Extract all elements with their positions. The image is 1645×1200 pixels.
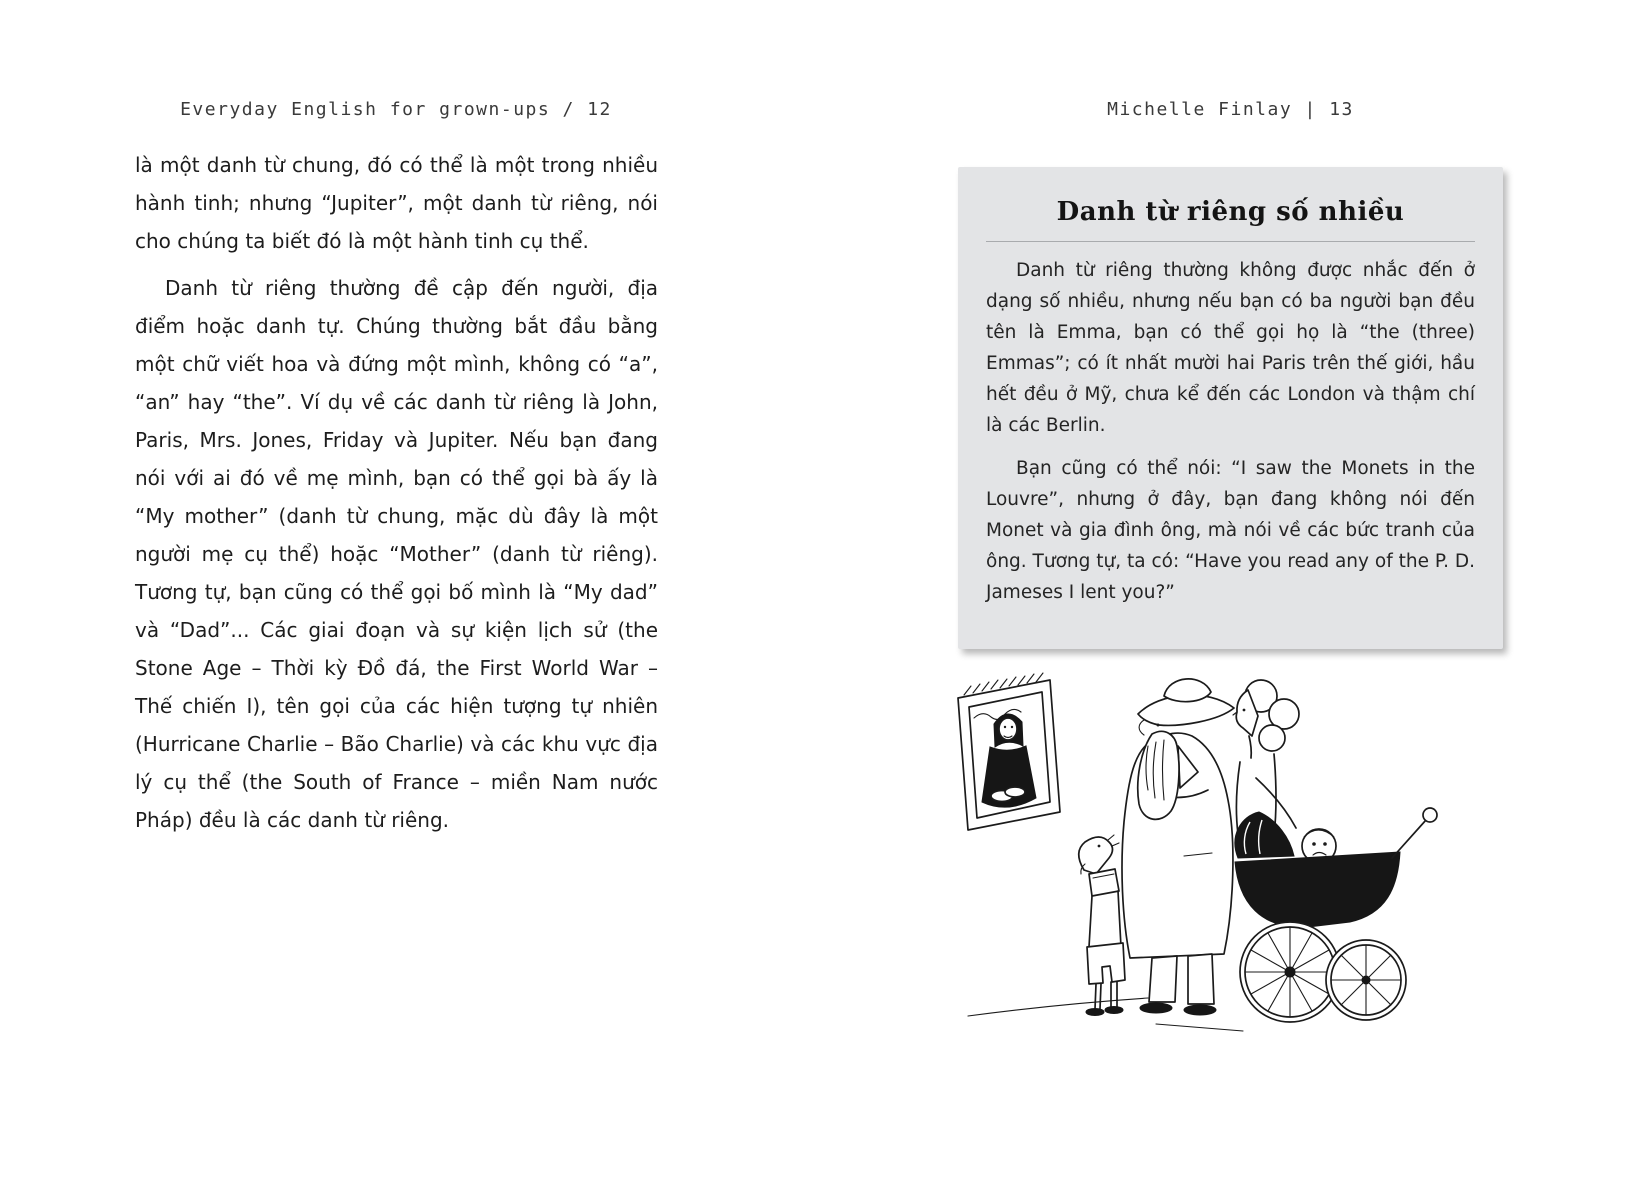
right-page-running-head: Michelle Finlay | 13 xyxy=(1107,99,1354,120)
pram-with-baby xyxy=(1235,808,1437,940)
bearded-man-figure xyxy=(1122,679,1234,1015)
callout-box-rule xyxy=(986,241,1475,242)
floor-line-2 xyxy=(1156,1024,1243,1031)
floor-line xyxy=(968,998,1148,1016)
callout-box-body xyxy=(986,255,1475,608)
paragraph: Danh từ riêng thường đề cập đến người, địa điểm hoặc danh tự. Chúng thường bắt đầu bằng một chữ viết hoa và đứng một mình, không có “a”, “an” hay “the”. Ví dụ về các danh từ riêng là John, Paris, Mrs. Jones, Friday và Jupiter. Nếu bạn đang nói với ai đó về mẹ mình, bạn có thể gọi bà ấy là “My mother” (danh từ chung, mặc dù đây là một người mẹ cụ thể) hoặc “Mother” (danh từ riêng). Tương tự, bạn cũng có thể gọi bố mình là “My dad” và “Dad”... Các giai đoạn và sự kiện lịch sử (the Stone Age – Thời kỳ Đồ đá, the First World War – Thế chiến I), tên gọi của các hiện tượng tự nhiên (Hurricane Charlie – Bão Charlie) và các khu vực địa lý cụ thể (the South of France – miền Nam nước Pháp) đều là các danh từ riêng. xyxy=(135,276,658,832)
paragraph: Bạn cũng có thể nói: “I saw the Monets in the Louvre”, nhưng ở đây, bạn đang không nói đến Monet và gia đình ông, mà nói về các bức tranh của ông. Tương tự, ta có: “Have you read any of the P. D. Jameses I lent you?” xyxy=(986,458,1475,603)
mona-lisa-family-pram-drawing xyxy=(938,650,1440,1040)
callout-box xyxy=(958,167,1503,649)
paragraph: là một danh từ chung, đó có thể là một trong nhiều hành tinh; nhưng “Jupiter”, một danh từ riêng, nói cho chúng ta biết đó là một hành tinh cụ thể. xyxy=(135,153,658,253)
paragraph: Danh từ riêng thường không được nhắc đến ở dạng số nhiều, nhưng nếu bạn có ba người bạn đều tên là Emma, bạn có thể gọi họ là “the (three) Emmas”; có ít nhất mười hai Paris trên thế giới, hầu hết đều ở Mỹ, chưa kể đến các London và thậm chí là các Berlin. xyxy=(986,260,1475,436)
woman-figure xyxy=(1233,680,1299,836)
mona-lisa-painting xyxy=(958,673,1060,830)
pram-wheels xyxy=(1240,922,1406,1022)
left-page-body xyxy=(135,146,658,839)
left-page-running-head: Everyday English for grown-ups / 12 xyxy=(180,99,612,120)
callout-box-title: Danh từ riêng số nhiều xyxy=(1056,197,1405,227)
boy-figure xyxy=(1079,835,1125,1016)
museum-cartoon-illustration xyxy=(938,650,1440,1040)
